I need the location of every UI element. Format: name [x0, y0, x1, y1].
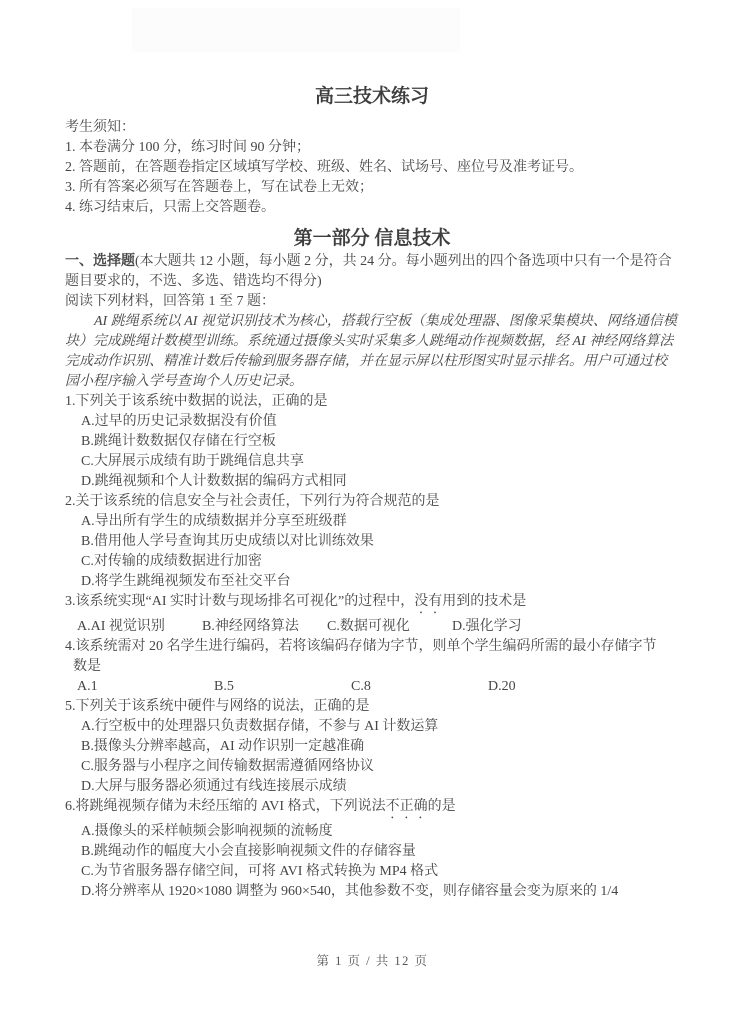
- choice-section-intro: [65, 252, 679, 292]
- option-b: B.跳绳计数数据仅存储在行空板: [81, 434, 276, 449]
- option-b: B.借用他人学号查询其历史成绩以对比训练效果: [81, 534, 374, 549]
- notice-item: 3. 所有答案必须写在答题卷上，写在试卷上无效；: [65, 180, 373, 195]
- question-3: [65, 592, 679, 637]
- question-2: [65, 492, 679, 592]
- option-a: A.导出所有学生的成绩数据并分享至班级群: [81, 514, 347, 529]
- question-options: [65, 512, 679, 592]
- question-stem: 4.该系统需对 20 名学生进行编码，若将该编码存储为字节，则单个学生编码所需的最小存储字节: [65, 639, 657, 654]
- candidate-notice: [65, 118, 679, 218]
- option-a: A.行空板中的处理器只负责数据存储，不参与 AI 计数运算: [81, 719, 439, 734]
- option-d: D.20: [488, 679, 516, 694]
- question-stem: 5.下列关于该系统中硬件与网络的说法，正确的是: [65, 699, 370, 714]
- stem-emphasis: 不正确: [385, 799, 428, 814]
- question-options-row: [65, 617, 679, 637]
- option-b: B.跳绳动作的幅度大小会直接影响视频文件的存储容量: [81, 844, 416, 859]
- option-c: C.8: [351, 679, 371, 694]
- option-c: C.数据可视化: [327, 619, 410, 634]
- stem-emphasis: 没有: [414, 594, 443, 609]
- question-stem: 1.下列关于该系统中数据的说法，正确的是: [65, 394, 328, 409]
- notice-item: 1. 本卷满分 100 分，练习时间 90 分钟；: [65, 140, 310, 155]
- choice-intro-lead: 一、选择题: [65, 254, 135, 269]
- question-stem: [65, 797, 679, 822]
- stem-text: 6.将跳绳视频存储为未经压缩的 AVI 格式，下列说法: [65, 799, 386, 814]
- part1-heading: 第一部分 信息技术: [293, 228, 451, 249]
- option-b: B.摄像头分辨率越高，AI 动作识别一定越准确: [81, 739, 365, 754]
- question-stem: [65, 592, 679, 617]
- option-c: C.对传输的成绩数据进行加密: [81, 554, 262, 569]
- stem-text: 用到的技术是: [442, 594, 527, 609]
- option-a: A.AI 视觉识别: [77, 619, 165, 634]
- material-paragraph: AI 跳绳系统以 AI 视觉识别技术为核心，搭载行空板（集成处理器、图像采集模块、网络通信模块）完成跳绳计数模型训练。系统通过摄像头实时采集多人跳绳动作视频数据，经 AI 神经网络算法完成动作识别、精准计数后传输到服务器存储，并在显示屏以柱形图实时显示排名。用户可通过校园小程序输入学号查询个人历史记录。: [65, 314, 677, 389]
- question-6: [65, 797, 679, 902]
- option-b: B.神经网络算法: [202, 619, 299, 634]
- option-d: D.大屏与服务器必须通过有线连接展示成绩: [81, 779, 347, 794]
- choice-intro-rest: (本大题共 12 小题，每小题 2 分，共 24 分。每小题列出的四个备选项中只有一个是符合题目要求的，不选、多选、错选均不得分): [65, 254, 672, 289]
- option-a: A.过早的历史记录数据没有价值: [81, 414, 277, 429]
- option-d: D.强化学习: [452, 619, 522, 634]
- question-stem-continued: 数是: [73, 659, 101, 674]
- option-d: D.将分辨率从 1920×1080 调整为 960×540，其他参数不变，则存储容量会变为原来的 1/4: [81, 884, 619, 899]
- question-options: [65, 822, 679, 902]
- option-a: A.1: [77, 679, 98, 694]
- option-d: D.跳绳视频和个人计数数据的编码方式相同: [81, 474, 347, 489]
- option-a: A.摄像头的采样帧频会影响视频的流畅度: [81, 824, 333, 839]
- page-title: 高三技术练习: [314, 86, 429, 107]
- stem-text: 3.该系统实现“AI 实时计数与现场排名可视化”的过程中，: [65, 594, 415, 609]
- option-c: C.服务器与小程序之间传输数据需遵循网络协议: [81, 759, 374, 774]
- notice-heading: 考生须知：: [65, 120, 135, 135]
- question-options-row: [65, 677, 679, 697]
- question-1: [65, 392, 679, 492]
- option-b: B.5: [214, 679, 234, 694]
- option-c: C.为节省服务器存储空间，可将 AVI 格式转换为 MP4 格式: [81, 864, 439, 879]
- reading-note: 阅读下列材料，回答第 1 至 7 题：: [65, 294, 275, 309]
- question-options: [65, 717, 679, 797]
- notice-item: 2. 答题前，在答题卷指定区域填写学校、班级、姓名、试场号、座位号及准考证号。: [65, 160, 583, 175]
- notice-item: 4. 练习结束后，只需上交答题卷。: [65, 200, 275, 215]
- stem-text: 的是: [427, 799, 456, 814]
- question-5: [65, 697, 679, 797]
- question-options: [65, 412, 679, 492]
- option-d: D.将学生跳绳视频发布至社交平台: [81, 574, 291, 589]
- question-stem: 2.关于该系统的信息安全与社会责任，下列行为符合规范的是: [65, 494, 440, 509]
- page-footer: 第 1 页 / 共 12 页: [316, 954, 429, 968]
- question-4: [65, 637, 679, 697]
- option-c: C.大屏展示成绩有助于跳绳信息共享: [81, 454, 304, 469]
